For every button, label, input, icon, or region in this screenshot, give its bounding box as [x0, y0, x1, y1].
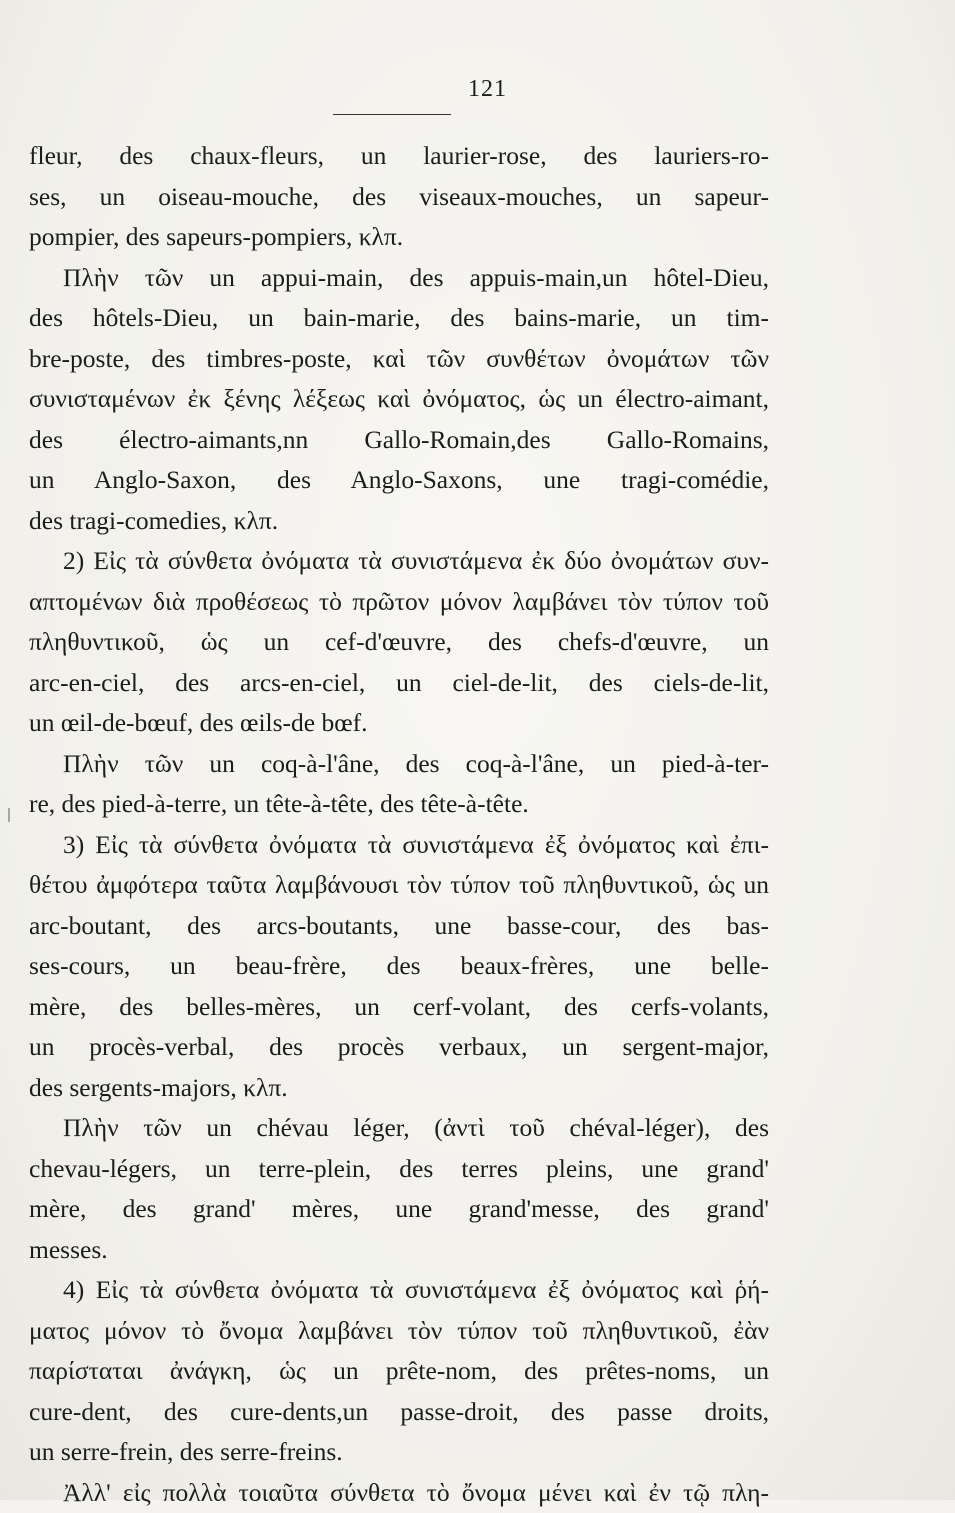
- text-line: un Anglo-Saxon, des Anglo-Saxons, une tragi-comédie,: [29, 460, 769, 501]
- text-line: 3) Εἰς τὰ σύνθετα ὀνόματα τὰ συνιστάμενα ἐξ ὀνόματος καὶ ἐπι-: [29, 825, 769, 866]
- text-line: mère, des grand' mères, une grand'messe, des grand': [29, 1189, 769, 1230]
- text-line: un procès-verbal, des procès verbaux, un sergent-major,: [29, 1027, 769, 1068]
- text-line: θέτου ἀμφότερα ταῦτα λαμβάνουσι τὸν τύπον τοῦ πληθυντικοῦ, ὡς un: [29, 865, 769, 906]
- text-line: des sergents-majors, κλπ.: [29, 1068, 769, 1109]
- text-line: συνισταμένων ἐκ ξένης λέξεως καὶ ὀνόματος, ὡς un électro-aimant,: [29, 379, 769, 420]
- text-line: ses-cours, un beau-frère, des beaux-frères, une belle-: [29, 946, 769, 987]
- text-line: πληθυντικοῦ, ὡς un cef-d'œuvre, des chefs-d'œuvre, un: [29, 622, 769, 663]
- text-line: chevau-légers, un terre-plein, des terres pleins, une grand': [29, 1149, 769, 1190]
- text-line: παρίσταται ἀνάγκη, ὡς un prête-nom, des prêtes-noms, un: [29, 1351, 769, 1392]
- margin-mark: [8, 808, 10, 822]
- text-line: re, des pied-à-terre, un tête-à-tête, des tête-à-tête.: [29, 784, 769, 825]
- page-number: 121: [0, 76, 955, 103]
- text-line: fleur, des chaux-fleurs, un laurier-rose, des lauriers-ro-: [29, 136, 769, 177]
- text-line: bre-poste, des timbres-poste, καὶ τῶν συνθέτων ὀνομάτων τῶν: [29, 339, 769, 380]
- body-text: [29, 136, 769, 1513]
- text-line: απτομένων διὰ προθέσεως τὸ πρῶτον μόνον λαμβάνει τὸν τύπον τοῦ: [29, 582, 769, 623]
- text-line: Πλὴν τῶν un coq-à-l'âne, des coq-à-l'âne, un pied-à-ter-: [29, 744, 769, 785]
- text-line: Ἀλλ' εἰς πολλὰ τοιαῦτα σύνθετα τὸ ὄνομα μένει καὶ ἐν τῷ πλη-: [29, 1473, 769, 1513]
- text-line: mère, des belles-mères, un cerf-volant, des cerfs-volants,: [29, 987, 769, 1028]
- text-line: arc-boutant, des arcs-boutants, une basse-cour, des bas-: [29, 906, 769, 947]
- text-line: cure-dent, des cure-dents,un passe-droit, des passe droits,: [29, 1392, 769, 1433]
- text-line: 4) Εἰς τὰ σύνθετα ὀνόματα τὰ συνιστάμενα ἐξ ὀνόματος καὶ ῥή-: [29, 1270, 769, 1311]
- text-line: messes.: [29, 1230, 769, 1271]
- page-number-rule: [333, 114, 451, 115]
- text-line: un serre-frein, des serre-freins.: [29, 1432, 769, 1473]
- text-line: 2) Εἰς τὰ σύνθετα ὀνόματα τὰ συνιστάμενα ἐκ δύο ὀνομάτων συν-: [29, 541, 769, 582]
- text-line: des hôtels-Dieu, un bain-marie, des bains-marie, un tim-: [29, 298, 769, 339]
- text-line: un œil-de-bœuf, des œils-de bœf.: [29, 703, 769, 744]
- text-line: Πλὴν τῶν un chévau léger, (ἀντὶ τοῦ chéval-léger), des: [29, 1108, 769, 1149]
- text-line: arc-en-ciel, des arcs-en-ciel, un ciel-de-lit, des ciels-de-lit,: [29, 663, 769, 704]
- text-line: des tragi-comedies, κλπ.: [29, 501, 769, 542]
- text-line: Πλὴν τῶν un appui-main, des appuis-main,un hôtel-Dieu,: [29, 258, 769, 299]
- text-line: pompier, des sapeurs-pompiers, κλπ.: [29, 217, 769, 258]
- text-line: ματος μόνον τὸ ὄνομα λαμβάνει τὸν τύπον τοῦ πληθυντικοῦ, ἐὰν: [29, 1311, 769, 1352]
- text-line: ses, un oiseau-mouche, des viseaux-mouches, un sapeur-: [29, 177, 769, 218]
- text-line: des électro-aimants,nn Gallo-Romain,des Gallo-Romains,: [29, 420, 769, 461]
